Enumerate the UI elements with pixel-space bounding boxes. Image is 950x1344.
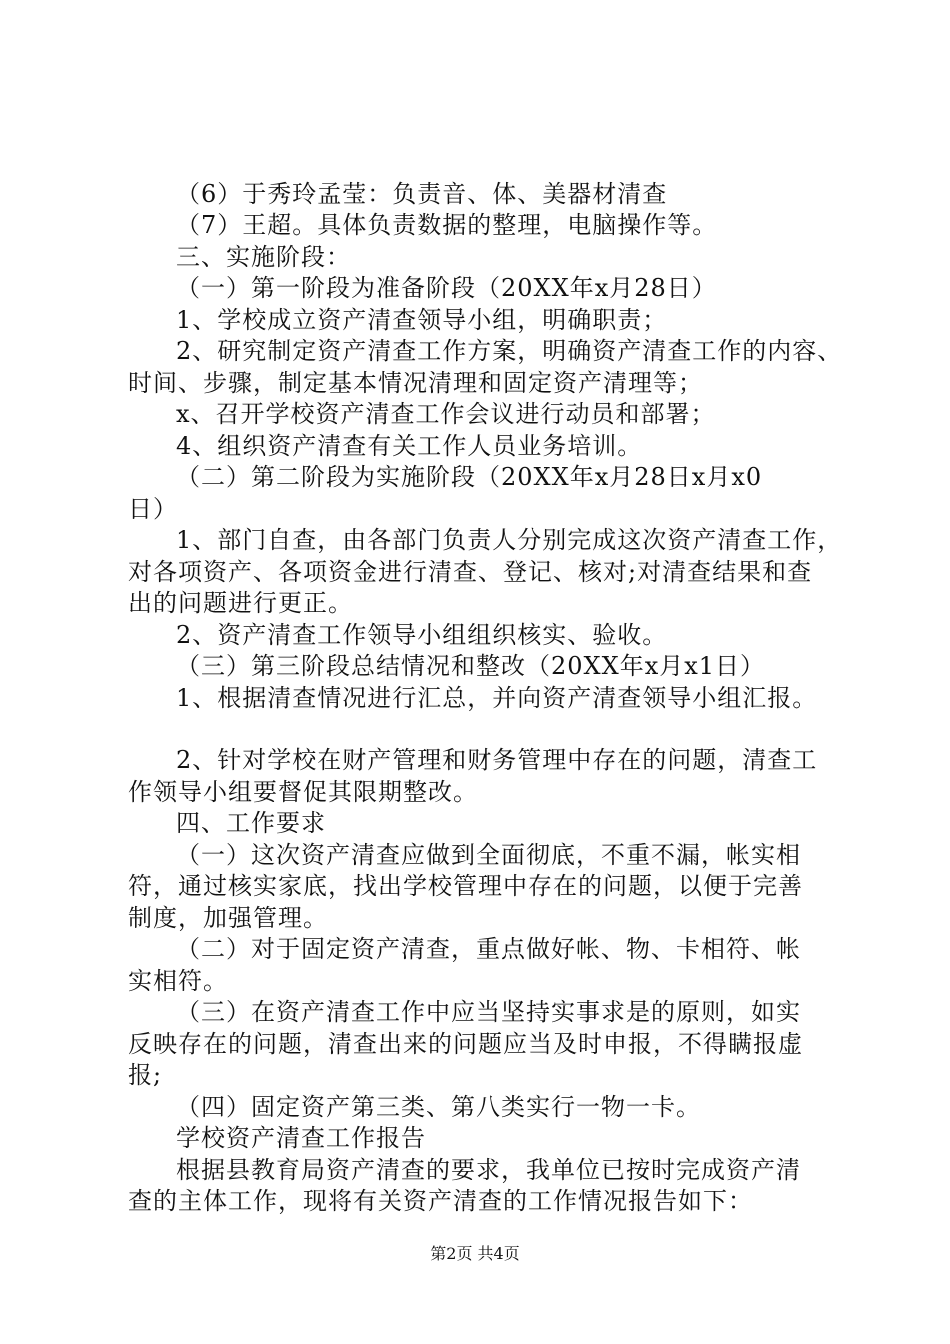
text-line: （四）固定资产第三类、第八类实行一物一卡。 (176, 1093, 701, 1121)
text-line: 2、资产清查工作领导小组组织核实、验收。 (176, 621, 668, 649)
text-line: 查的主体工作，现将有关资产清查的工作情况报告如下： (128, 1187, 753, 1215)
section-heading: 三、实施阶段： (176, 243, 351, 271)
report-title: 学校资产清查工作报告 (176, 1124, 426, 1152)
text-line: x、召开学校资产清查工作会议进行动员和部署； (176, 400, 716, 428)
page-number-footer: 第2页 共4页 (430, 1244, 520, 1263)
text-line: （三）在资产清查工作中应当坚持实事求是的原则，如实 (176, 998, 801, 1026)
text-line: （一）第一阶段为准备阶段（20XX年x月28日） (176, 274, 717, 302)
text-line: （二）对于固定资产清查，重点做好帐、物、卡相符、帐 (176, 935, 801, 963)
text-line: 1、根据清查情况进行汇总，并向资产清查领导小组汇报。 (176, 684, 818, 712)
text-line: （三）第三阶段总结情况和整改（20XX年x月x1日） (176, 652, 766, 680)
section-heading: 四、工作要求 (176, 809, 326, 837)
text-line: 时间、步骤，制定基本情况清理和固定资产清理等； (128, 369, 703, 397)
text-line: （7）王超。具体负责数据的整理，电脑操作等。 (176, 211, 718, 239)
text-line: 制度，加强管理。 (128, 904, 328, 932)
text-line: （一）这次资产清查应做到全面彻底，不重不漏，帐实相 (176, 841, 801, 869)
text-line: 1、部门自查，由各部门负责人分别完成这次资产清查工作， (176, 526, 843, 554)
text-line: 根据县教育局资产清查的要求，我单位已按时完成资产清 (176, 1156, 801, 1184)
text-line: 报; (128, 1061, 163, 1089)
text-line: 符，通过核实家底，找出学校管理中存在的问题，以便于完善 (128, 872, 803, 900)
text-line: 4、组织资产清查有关工作人员业务培训。 (176, 432, 643, 460)
text-line: 实相符。 (128, 967, 228, 995)
text-line: 1、学校成立资产清查领导小组，明确职责； (176, 306, 668, 334)
text-line: 日） (128, 495, 178, 523)
text-line: 反映存在的问题，清查出来的问题应当及时申报，不得瞒报虚 (128, 1030, 803, 1058)
text-line: （6）于秀玲孟莹：负责音、体、美器材清查 (176, 180, 668, 208)
text-line: 对各项资产、各项资金进行清查、登记、核对;对清查结果和查 (128, 558, 813, 586)
text-line: （二）第二阶段为实施阶段（20XX年x月28日x月x0 (176, 463, 763, 491)
text-line: 出的问题进行更正。 (128, 589, 353, 617)
text-line: 作领导小组要督促其限期整改。 (128, 778, 478, 806)
text-line: 2、研究制定资产清查工作方案，明确资产清查工作的内容、 (176, 337, 843, 365)
text-line: 2、针对学校在财产管理和财务管理中存在的问题，清查工 (176, 746, 818, 774)
